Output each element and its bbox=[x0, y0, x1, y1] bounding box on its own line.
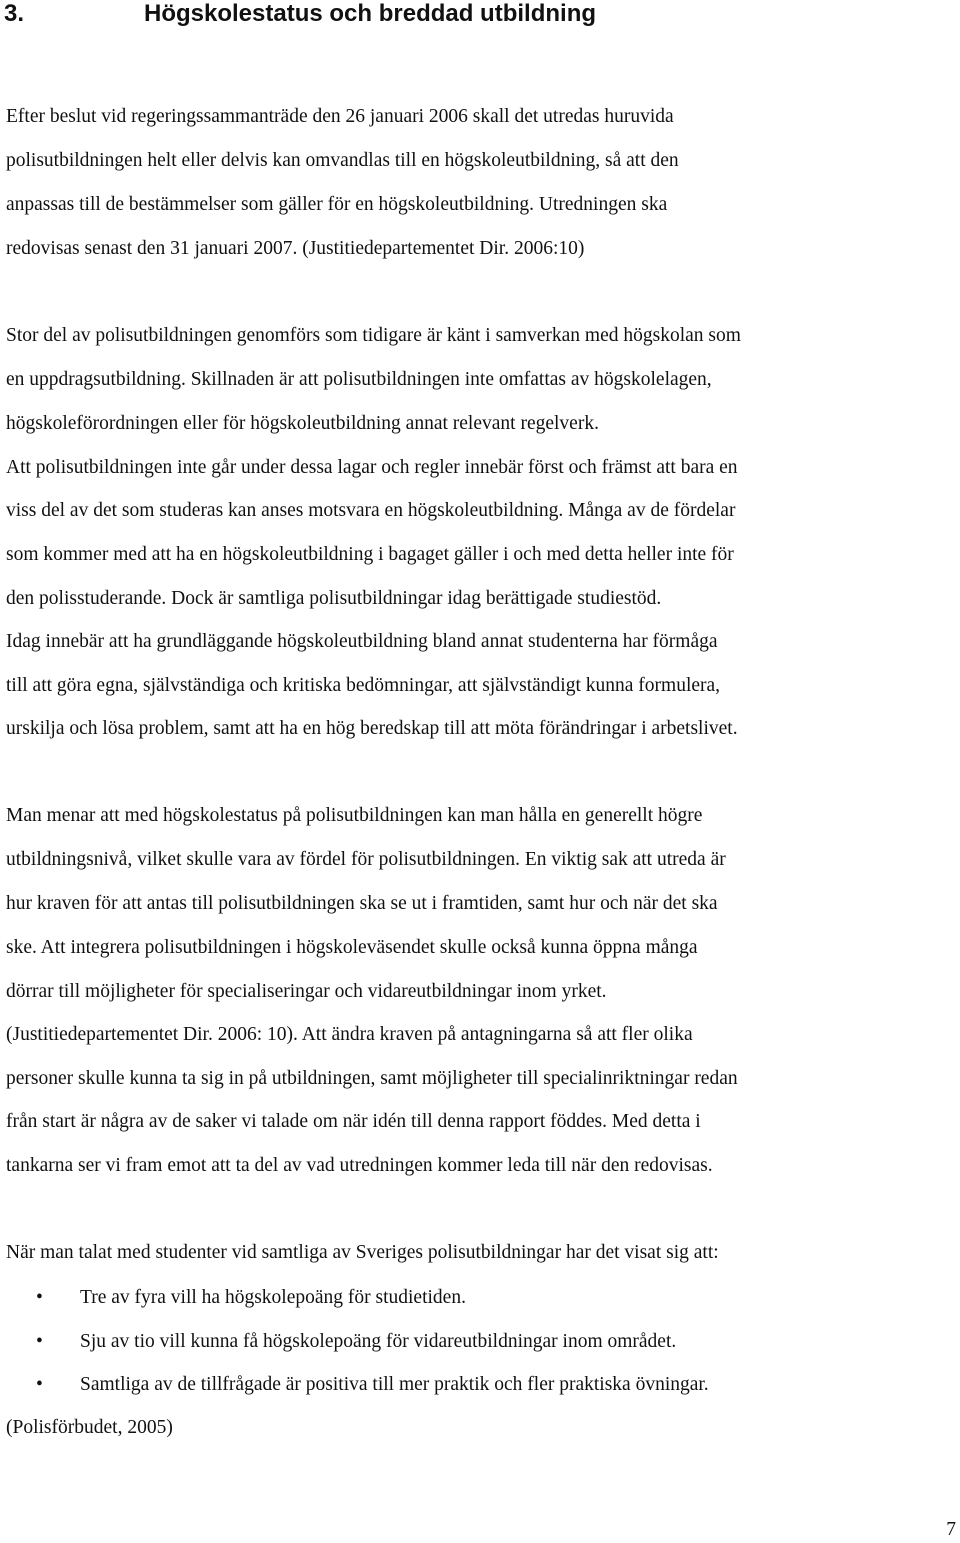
source-citation: (Polisförbudet, 2005) bbox=[6, 1417, 173, 1438]
list-item: Samtliga av de tillfrågade är positiva till mer praktik och fler praktiska övningar. bbox=[80, 1374, 709, 1395]
text-line: till att göra egna, självständiga och kritiska bedömningar, att självständigt kunna formulera, bbox=[6, 675, 721, 696]
section-number: 3. bbox=[4, 0, 25, 27]
text-line: anpassas till de bestämmelser som gäller för en högskoleutbildning. Utredningen ska bbox=[6, 194, 668, 215]
bullet-icon: • bbox=[36, 1287, 43, 1308]
text-line: som kommer med att ha en högskoleutbildning i bagaget gäller i och med detta heller inte för bbox=[6, 544, 734, 565]
text-line: utbildningsnivå, vilket skulle vara av fördel för polisutbildningen. En viktig sak att utreda är bbox=[6, 849, 726, 870]
list-item: Sju av tio vill kunna få högskolepoäng för vidareutbildningar inom området. bbox=[80, 1331, 677, 1352]
text-line: personer skulle kunna ta sig in på utbildningen, samt möjligheter till specialinriktningar redan bbox=[6, 1068, 738, 1089]
text-line: en uppdragsutbildning. Skillnaden är att polisutbildningen inte omfattas av högskolelagen, bbox=[6, 369, 712, 390]
text-line: den polisstuderande. Dock är samtliga polisutbildningar idag berättigade studiestöd. bbox=[6, 588, 662, 609]
bullet-icon: • bbox=[36, 1374, 43, 1395]
text-line: urskilja och lösa problem, samt att ha en hög beredskap till att möta förändringar i arbetslivet. bbox=[6, 718, 738, 739]
text-line: tankarna ser vi fram emot att ta del av vad utredningen kommer leda till när den redovisas. bbox=[6, 1155, 713, 1176]
text-line: från start är några av de saker vi talade om när idén till denna rapport föddes. Med detta i bbox=[6, 1111, 701, 1132]
page-number: 7 bbox=[946, 1519, 956, 1540]
text-line: När man talat med studenter vid samtliga av Sveriges polisutbildningar har det visat sig att: bbox=[6, 1242, 719, 1263]
text-line: Efter beslut vid regeringssammanträde den 26 januari 2006 skall det utredas huruvida bbox=[6, 106, 674, 127]
text-line: dörrar till möjligheter för specialiseringar och vidareutbildningar inom yrket. bbox=[6, 981, 607, 1002]
text-line: Idag innebär att ha grundläggande högskoleutbildning bland annat studenterna har förmåga bbox=[6, 631, 718, 652]
list-item: Tre av fyra vill ha högskolepoäng för studietiden. bbox=[80, 1287, 466, 1308]
text-line: Stor del av polisutbildningen genomförs som tidigare är känt i samverkan med högskolan som bbox=[6, 325, 741, 346]
text-line: Man menar att med högskolestatus på polisutbildningen kan man hålla en generellt högre bbox=[6, 805, 703, 826]
text-line: hur kraven för att antas till polisutbildningen ska se ut i framtiden, samt hur och när det ska bbox=[6, 893, 718, 914]
text-line: högskoleförordningen eller för högskoleutbildning annat relevant regelverk. bbox=[6, 413, 599, 434]
section-title: Högskolestatus och breddad utbildning bbox=[144, 0, 597, 27]
text-line: redovisas senast den 31 januari 2007. (Justitiedepartementet Dir. 2006:10) bbox=[6, 238, 585, 259]
text-line: (Justitiedepartementet Dir. 2006: 10). Att ändra kraven på antagningarna så att fler olika bbox=[6, 1024, 693, 1045]
text-line: viss del av det som studeras kan anses motsvara en högskoleutbildning. Många av de fördelar bbox=[6, 500, 736, 521]
text-line: polisutbildningen helt eller delvis kan omvandlas till en högskoleutbildning, så att den bbox=[6, 150, 679, 171]
section-heading bbox=[4, 0, 596, 32]
text-line: Att polisutbildningen inte går under dessa lagar och regler innebär först och främst att bara en bbox=[6, 457, 738, 478]
bullet-icon: • bbox=[36, 1331, 43, 1352]
text-line: ske. Att integrera polisutbildningen i högskoleväsendet skulle också kunna öppna många bbox=[6, 937, 698, 958]
